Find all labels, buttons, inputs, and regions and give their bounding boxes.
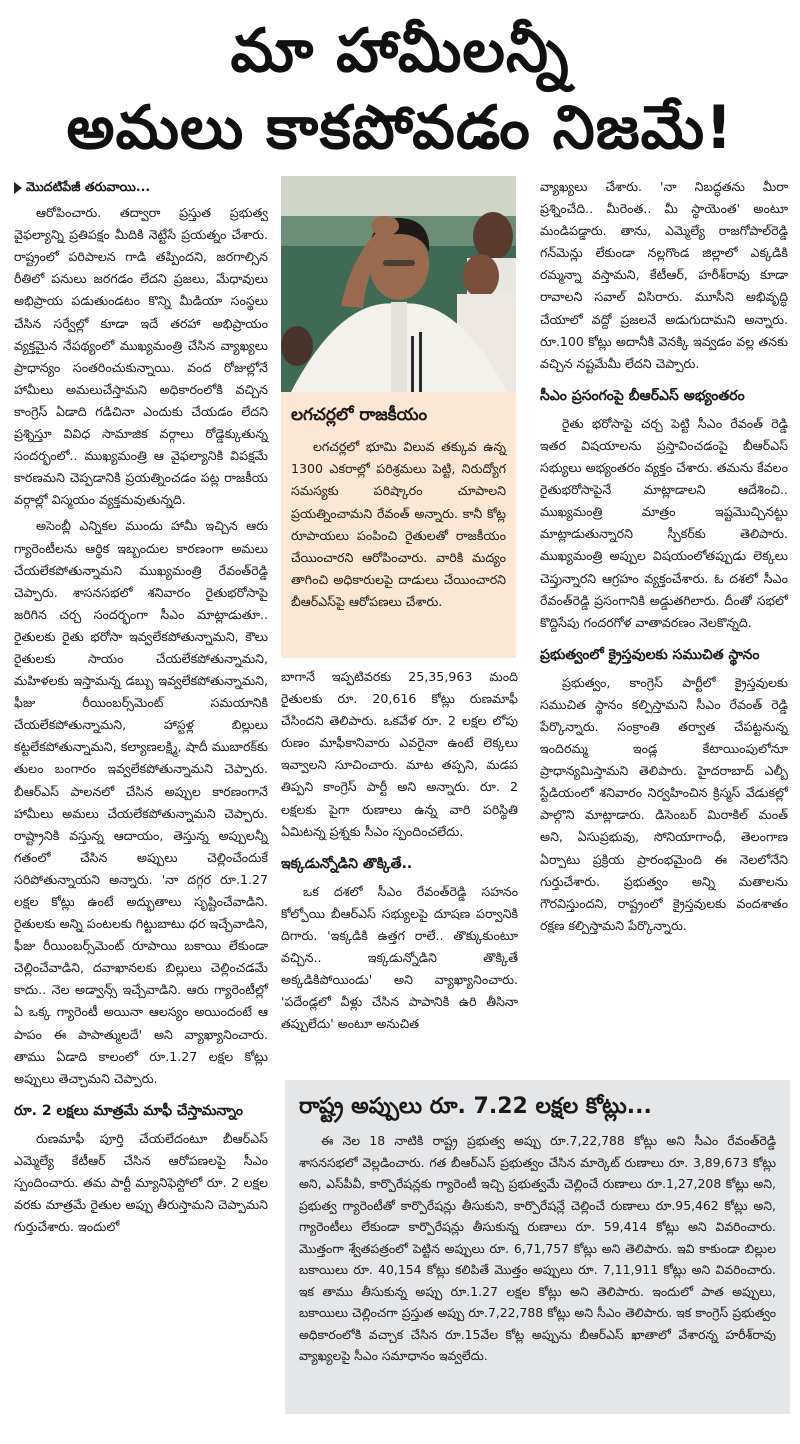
section-subheading: సీఎం ప్రసంగంపై బీఆర్ఎస్ అభ్యంతరం [540,387,745,404]
headline-line-2: అమలు కాకపోవడం నిజమే! [66,93,734,163]
box-body: ఈ నెల 18 నాటికి రాష్ట్ర ప్రభుత్వ అప్పు రూ.7,22,788 కోట్లు అని సీఎం రేవంత్‌రెడ్డి శాసనసభలో వెల్లడించారు. గత బీఆర్ఎస్ ప్రభుత్వం చేసిన మార్కెట్ రుణాలు రూ. 3,89,673 కోట్లు అని, ఎస్‌పీవీ, కార్పొరేషన్లకు గ్యారెంటీ ఇచ్చి ప్రభుత్వమే చెల్లించే రుణాలు రూ.1,27,208 కోట్లు అని, ప్రభుత్వ గ్యారెంటీతో కార్పొరేషన్లు తీసుకుని, కార్పొరేషన్లే చెల్లించే రుణాలు రూ.95,462 కోట్లు అని, గ్యారెంటీలు లేకుండా కార్పొరేషన్లు తీసుకున్న రుణాలు రూ. 59,414 కోట్లు అని వివరించారు. మొత్తంగా శ్వేతపత్రంలో పెట్టిన అప్పులు రూ. 6,71,757 కోట్లు అని తెలిపారు. ఇవి కాకుండా బిల్లుల బకాయిలు రూ. 40,154 కోట్లు కలిపితే మొత్తం అప్పులు రూ. 7,11,911 కోట్లు అని వివరించారు. ఇక తాము తీసుకున్న అప్పు రూ.1.27 లక్షల కోట్లు అని తెలిపారు. ఇందులో పాత అప్పులు, బకాయిలు చెల్లించగా ప్రస్తుత అప్పు రూ.7,22,788 కోట్లు అని సీఎం తెలిపారు. ఇక కాంగ్రెస్ ప్రభుత్వం అధికారంలోకి వచ్చాక చేసిన రూ.15వేల కోట్ల అప్పును బీఆర్ఎస్ ఖాతాలో వేశారన్న హరీశ్‌రావు వ్యాఖ్యలపై సీఎం సమాధానం ఇవ్వలేదు. [299,1133,776,1363]
headline-line-1: మా హామీలన్నీ [230,16,570,86]
article-column-3 [540,176,788,941]
sidebar-box [281,392,516,658]
sidebar-body: లగచర్లలో భూమి విలువ తక్కువ ఉన్న 1300 ఎకరాల్లో పరిశ్రమలు పెట్టి, నిరుద్యోగ సమస్యకు పరిష్కారం చూపాలని ప్రయత్నించామని రేవంత్ అన్నారు. కానీ కోట్ల రూపాయలు పంపించి రైతులతో రాజకీయం చేయించారని ఆరోపించారు. వారికి మద్యం తాగించి అధికారులపై దాడులు చేయించారని బీఆర్ఎస్‌పై ఆరోపణలు చేశారు. [291,439,506,610]
paragraph: ఒక దశలో సీఎం రేవంత్‌రెడ్డి సహనం కోల్పోయి బీఆర్ఎస్ సభ్యులపై దూషణ పర్వానికి దిగారు. 'ఇక్కడికి ఉత్తగ రాలే.. తొక్కుకుంటూ వచ్చిన.. ఇక్కడున్నోడిని తొక్కితే అక్కడికిపోయిండు' అని వ్యాఖ్యానించారు. 'పదేండ్లలో వీళ్లు చేసిన పాపానికి ఉరి తీసినా తప్పులేదు' అంటూ అనుచిత [281,883,518,1032]
paragraph: బాగానే ఇప్పటివరకు 25,35,963 మంది రైతులకు రూ. 20,616 కోట్లు రుణమాఫీ చేసిందని తెలిపారు. ఒకవేళ రూ. 2 లక్షల లోపు రుణం మాఫీకానివారు ఎవరైనా ఉంటే లెక్కలు ఇవ్వాలని సూచించారు. మాట తప్పని, మడప తిప్పని కాంగ్రెస్ పార్టీ అని అన్నారు. రూ. 2 లక్షలకు పైగా రుణాలు ఉన్న వారి పరిస్థితి ఏమిటన్న ప్రశ్నకు సీఎం స్పందించలేదు. [281,669,518,839]
paragraph: రైతు భరోసాపై చర్చ పెట్టి సీఎం రేవంత్ రెడ్డి ఇతర విషయాలను ప్రస్తావించడంపై బీఆర్ఎస్ సభ్యులు అభ్యంతరం వ్యక్తం చేశారు. తమను కేవలం రైతుభరోసాపైనే మాట్లాడాలని ఆదేశించి.. ముఖ్యమంత్రి మాత్రం ఇష్టమొచ్చినట్టు మాట్లాడుతున్నారని స్పీకర్‌కు తెలిపారు. ముఖ్యమంత్రి అప్పుల విషయంలోతప్పుడు లెక్కలు చెప్తున్నారని ఆగ్రహం వ్యక్తంచేశారు. ఓ దశలో సీఎం రేవంత్‌రెడ్డి ప్రసంగానికి అడ్డుతగిలారు. దీంతో సభలో కొద్దిసేపు గందరగోళ వాతావరణం నెలకొన్నది. [540,415,788,630]
sidebar-title: లగచర్లలో రాజకీయం [291,405,428,425]
paragraph: రుణమాఫీ పూర్తి చేయలేదంటూ బీఆర్ఎస్ ఎమ్మెల్యే కేటీఆర్ చేసిన ఆరోపణలపై సీఎం స్పందించారు. తమ పార్టీ మ్యానిఫెస్టోలో రూ. 2 లక్షల వరకు మాత్రమే రైతుల అప్పు తీరుస్తామని చెప్పామని గుర్తుచేశారు. ఇందులో [14,1130,268,1235]
paragraph: ప్రభుత్వం, కాంగ్రెస్ పార్టీలో క్రైస్తవులకు సముచిత స్థానం కల్పిస్తామని సీఎం రేవంత్ రెడ్డి పేర్కొన్నారు. సంక్రాంతి తర్వాత చేపట్టనున్న ఇందిరమ్మ ఇండ్ల కేటాయింపులోనూ ప్రాధాన్యమిస్తామని తెలిపారు. హైదరాబాద్ ఎల్బీ స్టేడియంలో శనివారం నిర్వహించిన క్రిస్మస్ వేడుకల్లో పాల్గొని మాట్లాడారు. డిసెంబర్ మిరాకిల్ మంత్ అని, ఏసుప్రభువు, సోనియాగాంధీ, తెలంగాణ ఏర్పాటు ప్రక్రియ ప్రారంభమైంది ఈ నెలలోనేని గుర్తుచేశారు. ప్రభుత్వం అన్ని మతాలను గౌరవిస్తుందని, రాష్ట్రంలో క్రైస్తవులకు వందశాతం రక్షణ కల్పిస్తామని పేర్కొన్నారు. [540,674,788,933]
arrow-right-icon [14,182,22,194]
article-column-2 [281,666,518,1039]
continuation-label: మొదటిపేజీ తరువాయి... [26,179,151,194]
debt-box [285,1080,790,1414]
paragraph: ఆరోపించారు. తద్వారా ప్రస్తుత ప్రభుత్వ వైఫల్యాన్ని ప్రతిపక్షం మీదికి నెట్టేసే ప్రయత్నం చేశారు. రాష్ట్రంలో పరిపాలన గాడి తప్పిందని, జరగాల్సిన రీతిలో పనులు జరగడం లేదని ప్రజలు, మేధావులు అభిప్రాయ పడుతుండటం కొన్ని మీడియా సంస్థలు చేసిన సర్వేల్లో కూడా ఇదే తరహా అభిప్రాయం వ్యక్తమైన నేపథ్యంలో ముఖ్యమంత్రి చేసిన వ్యాఖ్యలు ప్రాధాన్యం సంతరించుకున్నాయి. వంద రోజుల్లోనే హామీలు అమలుచేస్తామని అధికారంలోకి వచ్చిన కాంగ్రెస్ ఏడాది గడిచినా ఎందుకు చేయడం లేదని ప్రశ్నిస్తూ వివిధ సామాజిక వర్గాలు రోడ్డెక్కుతున్న సందర్భంలో.. ముఖ్యమంత్రి ఆ వైఫల్యానికి విపక్షమే కారణమని చెప్పడానికి ప్రయత్నించడం పట్ల రాజకీయ వర్గాల్లో విస్మయం వ్యక్తమవుతున్నది. [14,205,268,508]
paragraph: వ్యాఖ్యలు చేశారు. 'నా నిబద్ధతను మీరా ప్రశ్నించేది.. మీరెంత.. మీ స్థాయెంత' అంటూ మండిపడ్డారు. తాను, ఎమ్మెల్యే రాజగోపాల్‌రెడ్డి గన్‌మెన్లు లేకుండా నల్లగొండ జిల్లాలో ఎక్కడికి రమ్మన్నా వస్తామని, కేటీఆర్, హరీశ్‌రావు కూడా రావాలని సవాల్ విసిరారు. మూసీని అభివృద్ధి చేయాలో వద్దో ప్రజలనే అడుగుదామని అన్నారు. రూ.100 కోట్లు అదానీకి వెనక్కి ఇవ్వడం వల్ల తనకు వచ్చిన నష్టమేమీ లేదని చెప్పారు. [540,179,788,371]
headline [0,14,800,168]
paragraph: అసెంబ్లీ ఎన్నికల ముందు హామీ ఇచ్చిన ఆరు గ్యారెంటీలను ఆర్థిక ఇబ్బందుల కారణంగా అమలు చేయలేకపోతున్నామని ముఖ్యమంత్రి రేవంత్‌రెడ్డి చెప్పారు. శాసనసభలో శనివారం రైతుభరోసాపై జరిగిన చర్చ సందర్భంగా సీఎం మాట్లాడుతూ.. రైతులకు రైతు భరోసా ఇవ్వలేకపోతున్నామని, కౌలు రైతులకు సాయం చేయలేకపోతున్నామని, మహిళలకు ఇస్తామన్న డబ్బు ఇవ్వలేకపోతున్నామని, ఫీజు రీయింబర్స్‌మెంట్ సమయానికి చేయలేకపోతున్నామని, హాస్టళ్ల బిల్లులు కట్టలేకపోతున్నామని, కల్యాణలక్ష్మి, షాదీ ముబారక్‌కు తులం బంగారం ఇవ్వలేకపోతున్నామని చెప్పారు. బీఆర్ఎస్ పాలనలో చేసిన అప్పుల కారణంగానే హామీలు అమలు చేయలేకపోతున్నామని చెప్పారు. రాష్ట్రానికి వస్తున్న ఆదాయం, తెస్తున్న అప్పులన్నీ గతంలో చేసిన అప్పులు చెల్లించేందుకే సరిపోతున్నాయని అన్నారు. 'నా దగ్గర రూ.1.27 లక్షల కోట్లు ఉంటే అద్భుతాలు సృష్టించేవాడిని. రైతులకు అన్ని పంటలకు గిట్టుబాటు ధర ఇచ్చేవాడిని, ఫీజు రీయింబర్స్‌మెంట్ రూపాయి బకాయి లేకుండా చెల్లించేవాడిని, దవాఖానలకు బిల్లులు చెల్లించడమే కాదు.. నెల అడ్వాన్స్ ఇచ్చేవాడిని. ఆరు గ్యారెంటీల్లో ఏ ఒక్క గ్యారెంటీ అయినా ఆలస్యం అయిందంటే ఆ పాపం ఈ పాపాత్ములదే' అని వ్యాఖ్యానించారు. తాము ఏడాది కాలంలో రూ.1.27 లక్షల కోట్లు అప్పులు తెచ్చామని చెప్పారు. [14,518,268,1086]
continuation-marker [14,176,268,198]
section-subheading: ప్రభుత్వంలో క్రైస్తవులకు సముచిత స్థానం [540,646,760,663]
box-title: రాష్ట్ర అప్పులు రూ. 7.22 లక్షల కోట్లు... [299,1094,652,1119]
section-subheading: ఇక్కడున్నోడిని తొక్కితే.. [281,855,413,872]
section-subheading: రూ. 2 లక్షలు మాత్రమే మాఫీ చేస్తామన్నాం [14,1102,243,1119]
article-column-1 [14,176,268,1242]
news-photo [281,176,516,392]
